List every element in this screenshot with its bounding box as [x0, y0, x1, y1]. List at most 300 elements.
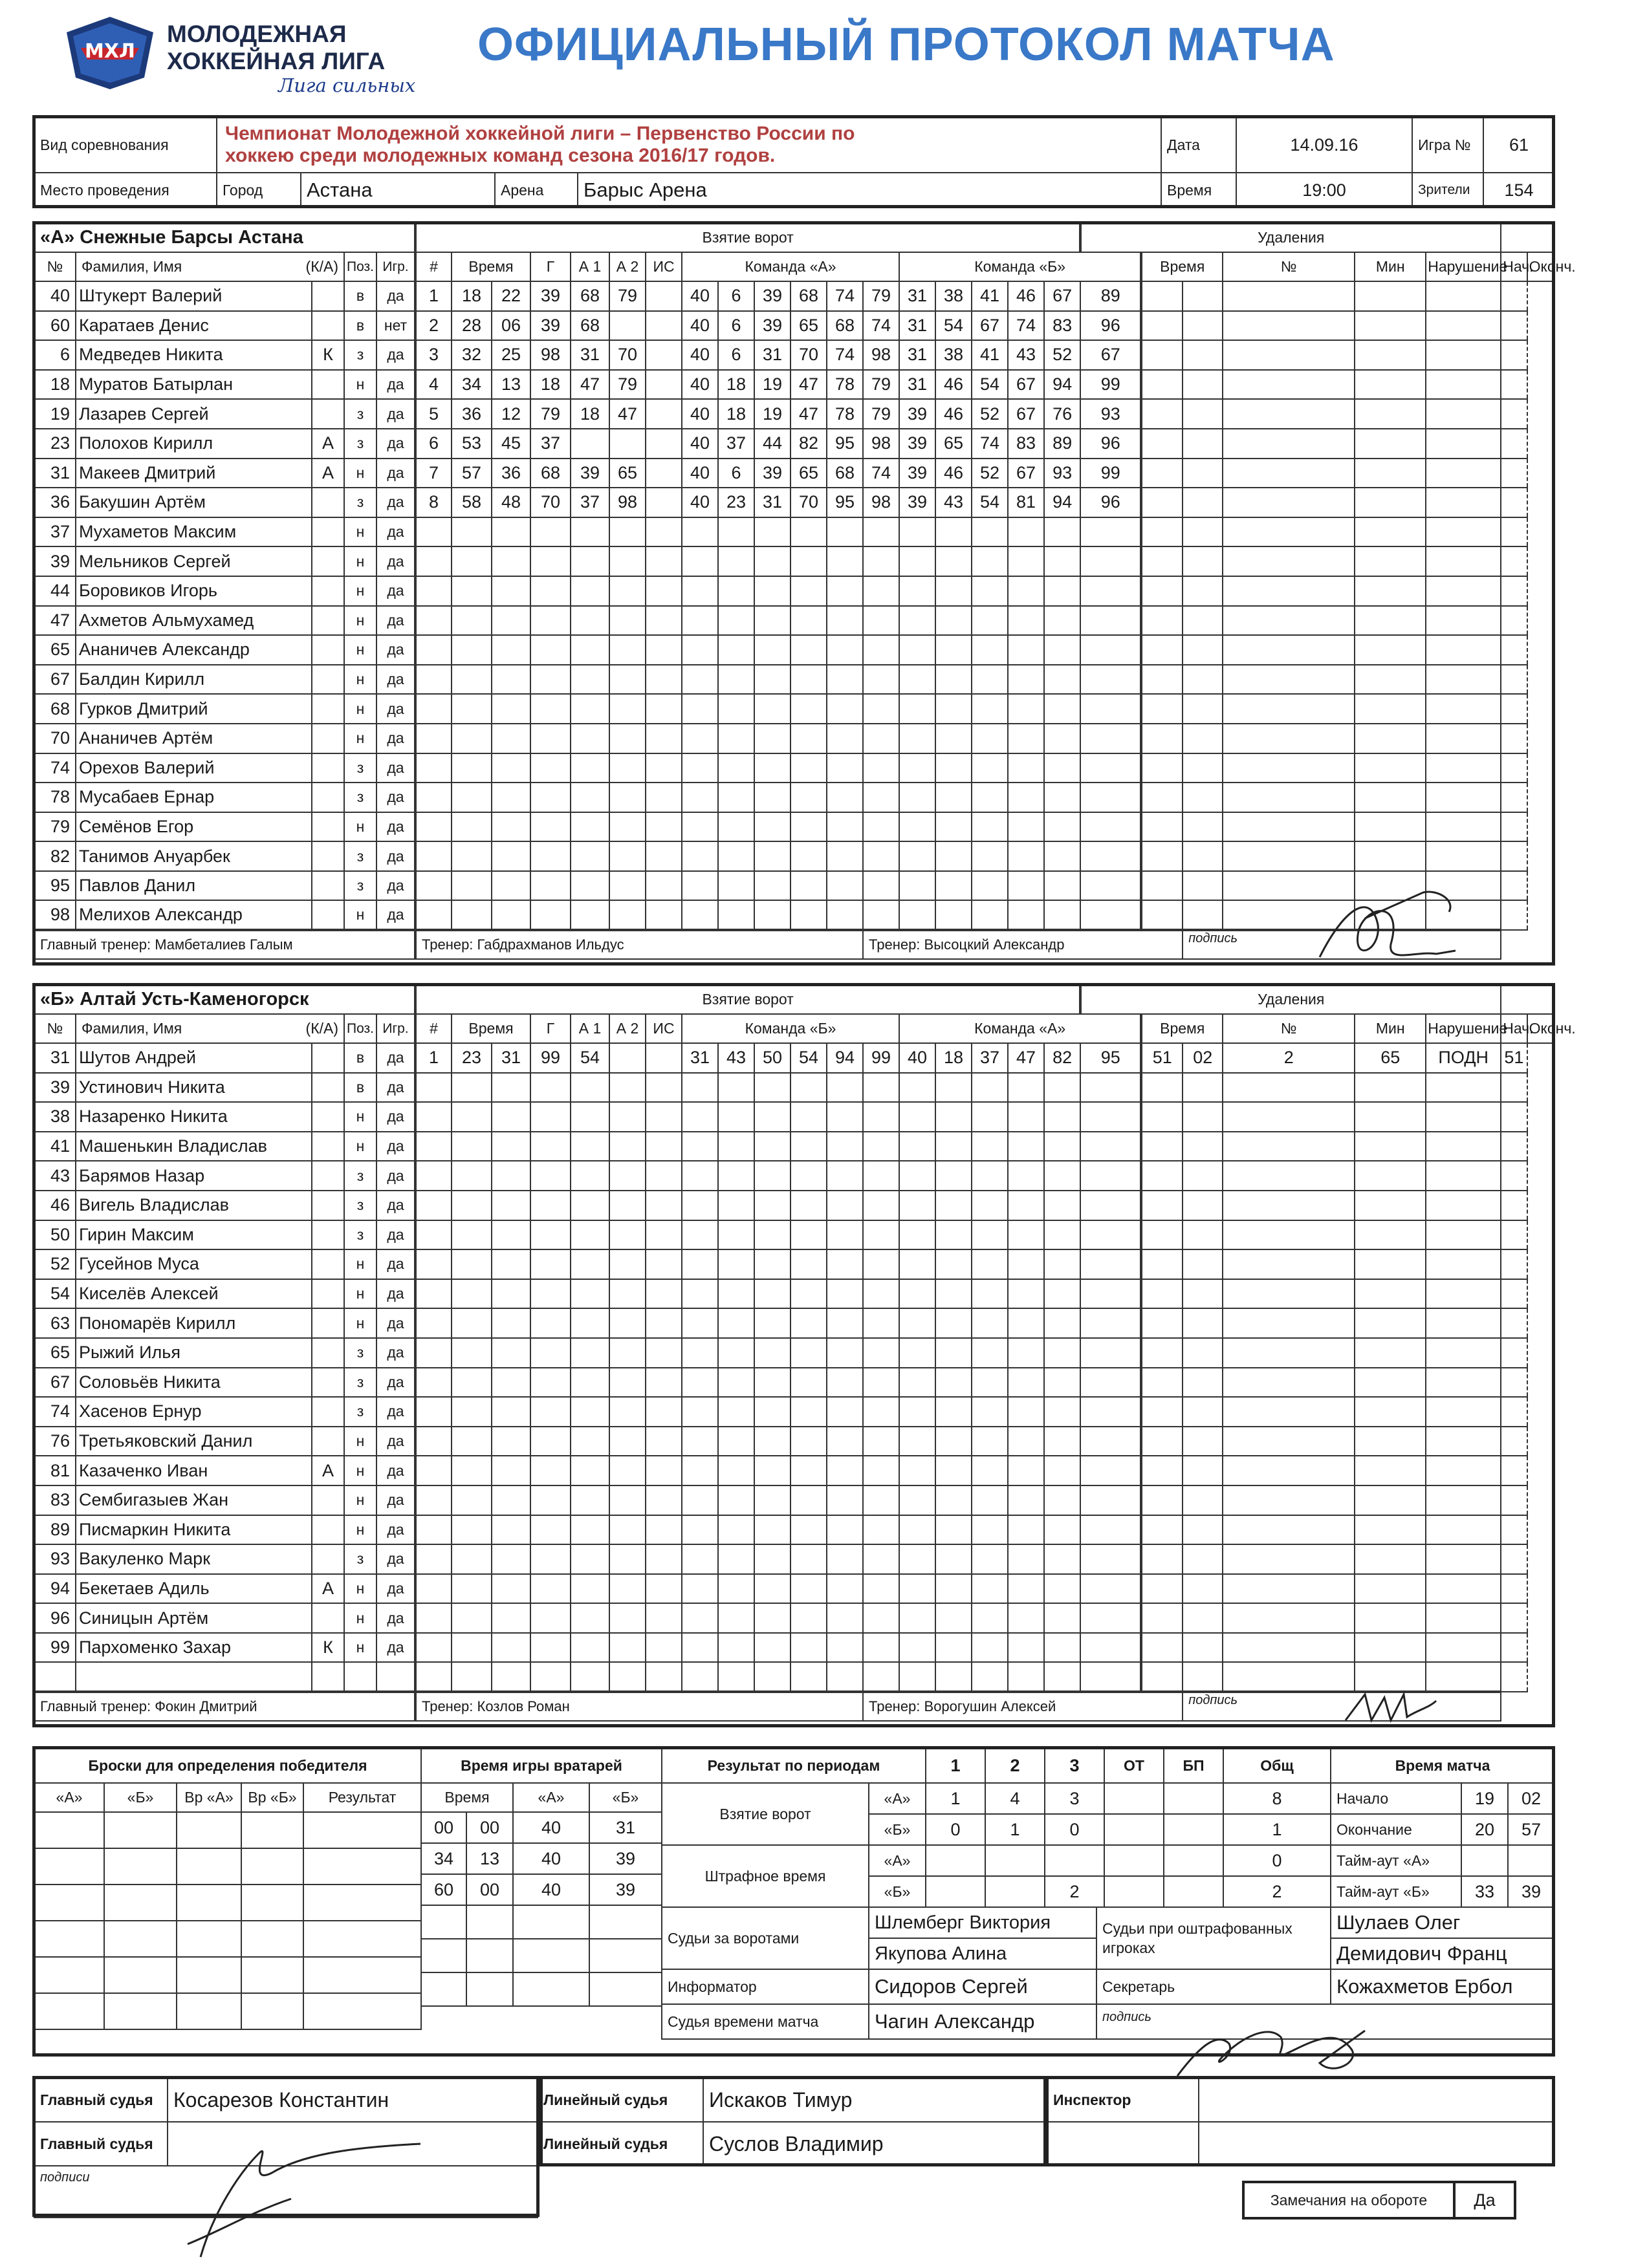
player-played: да: [376, 694, 415, 724]
player-number: 31: [34, 459, 76, 488]
player-number: 67: [34, 665, 76, 695]
match-time-table: Время матча Начало 19 02 Окончание 20 57 Тайм-аут «А» Тайм-аут «Б» 33 39: [1330, 1747, 1555, 1908]
player-played: да: [376, 1308, 415, 1338]
player-position: в: [344, 311, 376, 341]
player-number: 19: [34, 399, 76, 429]
player-name: Медведев Никита: [76, 340, 312, 370]
player-row: [34, 576, 1553, 606]
goalie-time-title: Время игры вратарей: [421, 1748, 662, 1783]
player-played: да: [376, 900, 415, 930]
player-row: 31 Макеев Дмитрий А н да 7 57 36 68 39 65 40 6 39 65 68 74 39 46 52 67 93 99: [34, 459, 1553, 488]
player-name: Ахметов Альмухамед: [76, 606, 312, 636]
player-role: [312, 1544, 344, 1574]
player-row: 36 Бакушин Артём з да 8 58 48 70 37 98 40 23 31 70 95 98 39 43 54 81 94 96: [34, 488, 1553, 517]
player-position: н: [344, 1308, 376, 1338]
player-name: Лазарев Сергей: [76, 399, 312, 429]
player-name: Вакуленко Марк: [76, 1544, 312, 1574]
player-played: да: [376, 635, 415, 665]
player-position: н: [344, 1485, 376, 1515]
player-number: 44: [34, 576, 76, 606]
player-position: з: [344, 488, 376, 517]
player-played: да: [376, 1249, 415, 1279]
player-row: [34, 1574, 1553, 1604]
player-played: да: [376, 1397, 415, 1427]
player-number: 37: [34, 517, 76, 547]
player-position: н: [344, 459, 376, 488]
player-row: [34, 1073, 1553, 1103]
match-info-table: [34, 116, 1555, 208]
player-number: 78: [34, 783, 76, 812]
comp-label: Вид соревнования: [34, 117, 217, 173]
player-role: К: [312, 340, 344, 370]
player-number: 18: [34, 370, 76, 400]
city-value: Астана: [301, 173, 495, 208]
player-role: [312, 1249, 344, 1279]
player-played: [376, 1662, 415, 1692]
player-played: да: [376, 665, 415, 695]
game-value: 61: [1483, 117, 1554, 173]
player-played: да: [376, 1338, 415, 1368]
player-role: [312, 1603, 344, 1633]
player-role: А: [312, 429, 344, 459]
player-name: Третьяковский Данил: [76, 1427, 312, 1456]
venue-label: Место проведения: [34, 173, 217, 208]
player-row: [34, 1249, 1553, 1279]
player-position: з: [344, 1368, 376, 1398]
inspector-table: Инспектор: [1047, 2077, 1555, 2166]
player-played: да: [376, 1544, 415, 1574]
player-role: [312, 576, 344, 606]
player-role: А: [312, 459, 344, 488]
head-coach: Главный тренер: Фокин Дмитрий: [34, 1692, 415, 1721]
spect-value: 154: [1483, 173, 1554, 208]
player-name: Мельников Сергей: [76, 546, 312, 576]
player-name: Киселёв Алексей: [76, 1279, 312, 1309]
player-name: Казаченко Иван: [76, 1456, 312, 1485]
player-role: [312, 694, 344, 724]
player-name: Ананичев Артём: [76, 724, 312, 753]
player-position: з: [344, 1338, 376, 1368]
player-name: Мелихов Александр: [76, 900, 312, 930]
player-row: [34, 1427, 1553, 1456]
player-played: да: [376, 281, 415, 311]
player-name: Каратаев Денис: [76, 311, 312, 341]
player-name: Назаренко Никита: [76, 1102, 312, 1132]
player-played: да: [376, 783, 415, 812]
player-position: н: [344, 900, 376, 930]
player-name: Орехов Валерий: [76, 753, 312, 783]
player-played: да: [376, 429, 415, 459]
player-position: [344, 1662, 376, 1692]
date-value: 14.09.16: [1236, 117, 1412, 173]
player-role: [312, 812, 344, 842]
remarks-table: Замечания на обороте Да: [1242, 2181, 1516, 2219]
player-name: Павлов Данил: [76, 871, 312, 901]
player-number: 23: [34, 429, 76, 459]
player-role: [312, 399, 344, 429]
player-played: да: [376, 1427, 415, 1456]
player-name: Сембигазыев Жан: [76, 1485, 312, 1515]
player-name: Мухаметов Максим: [76, 517, 312, 547]
time-label: Время: [1161, 173, 1236, 208]
player-role: [312, 900, 344, 930]
penalties-header: Удаления: [1080, 223, 1501, 252]
player-played: да: [376, 546, 415, 576]
player-role: К: [312, 1633, 344, 1663]
league-name: МОЛОДЕЖНАЯ ХОККЕЙНАЯ ЛИГА: [167, 21, 386, 74]
player-played: да: [376, 841, 415, 871]
player-role: [312, 606, 344, 636]
player-played: да: [376, 606, 415, 636]
player-position: з: [344, 871, 376, 901]
player-number: 54: [34, 1279, 76, 1309]
player-row: 6 Медведев Никита К з да 3 32 25 98 31 70 40 6 31 70 74 98 31 38 41 43 52 67: [34, 340, 1553, 370]
player-played: да: [376, 753, 415, 783]
player-played: да: [376, 340, 415, 370]
player-row: [34, 1191, 1553, 1220]
player-position: з: [344, 841, 376, 871]
team-title: «А» Снежные Барсы Астана: [34, 223, 415, 252]
mhl-logo: [61, 14, 158, 92]
player-role: [312, 724, 344, 753]
player-number: 93: [34, 1544, 76, 1574]
player-played: да: [376, 1132, 415, 1161]
player-role: [312, 1191, 344, 1220]
player-row: [34, 1102, 1553, 1132]
spect-label: Зрители: [1412, 173, 1483, 208]
player-number: 79: [34, 812, 76, 842]
player-row: [34, 783, 1553, 812]
player-number: 63: [34, 1308, 76, 1338]
penalties-header: Удаления: [1080, 985, 1501, 1014]
player-role: [312, 1102, 344, 1132]
player-position: н: [344, 370, 376, 400]
player-position: н: [344, 546, 376, 576]
player-row: 60 Каратаев Денис в нет 2 28 06 39 68 40 6 39 65 68 74 31 54 67 74 83 96: [34, 311, 1553, 341]
player-position: з: [344, 429, 376, 459]
player-row: 19 Лазарев Сергей з да 5 36 12 79 18 47 40 18 19 47 78 79 39 46 52 67 76 93: [34, 399, 1553, 429]
player-name: Пархоменко Захар: [76, 1633, 312, 1663]
player-position: н: [344, 694, 376, 724]
player-number: 46: [34, 1191, 76, 1220]
player-role: [312, 1161, 344, 1191]
player-role: [312, 546, 344, 576]
player-row: 23 Полохов Кирилл А з да 6 53 45 37 40 37 44 82 95 98 39 65 74 83 89 96: [34, 429, 1553, 459]
team-title: «Б» Алтай Усть-Каменогорск: [34, 985, 415, 1014]
player-number: 99: [34, 1633, 76, 1663]
player-number: 41: [34, 1132, 76, 1161]
player-name: Рыжий Илья: [76, 1338, 312, 1368]
player-position: н: [344, 724, 376, 753]
player-row: [34, 517, 1553, 547]
player-row: [34, 1279, 1553, 1309]
player-position: з: [344, 1191, 376, 1220]
player-row: [34, 1485, 1553, 1515]
player-row: [34, 694, 1553, 724]
player-row: 31 Шутов Андрей в да 1 23 31 99 54 31 43 50 54 94 99 40 18 37 47 82 95 51 02 2 65 ПОДН 51: [34, 1043, 1553, 1073]
player-played: да: [376, 871, 415, 901]
player-name: Мусабаев Ернар: [76, 783, 312, 812]
player-role: [312, 1397, 344, 1427]
player-position: н: [344, 517, 376, 547]
player-number: 94: [34, 1574, 76, 1604]
page-title: ОФИЦИАЛЬНЫЙ ПРОТОКОЛ МАТЧА: [477, 19, 1335, 70]
player-name: Машенькин Владислав: [76, 1132, 312, 1161]
player-name: Гурков Дмитрий: [76, 694, 312, 724]
player-name: Муратов Батырлан: [76, 370, 312, 400]
team-a-table: «А» Снежные Барсы Астана Взятие ворот Удаления № Фамилия, Имя (К/А) Поз. Игр. # Время Г А 1 А 2 ИС Команда «А» Команда «Б» Время № Мин Нарушение Нач. Оконч. 40 Штукерт Валерий в да 1 18 22 39 68 79 40 6 39 68 74 79 31 38 41 46 67 89 60 Каратаев Денис в нет 2 28 06 39 68 40 6 39 65 68 74 31 54 67 74 83 96 6 Медведев Никита К з да 3 32 25 98 31 70 40 6 31 70 74 98 31 38 41 43 52 67 18 Муратов Батырлан н да 4 34 13 18 47 79 40 18 19 47 78 79 31 46 54 67 94 99 19 Лазарев Сергей з да 5 36 12 79 18 47 40 18 19 47 78 79 39 46 52 67 76 93 23 Полохов Кирилл А з да 6 53 45 37 40 37 44 82 95 98 39 65 74 83 89 96 31 Макеев Дмитрий А н да 7 57 36 68 39 65 40 6 39 65 68 74 39 46 52 67 93 99 36 Бакушин Артём з да 8 58 48 70 37 98 40 23 31 70 95 98 39 43 54 81 94 96 37 Мухаметов Максим н да 39 Мельников Сергей н да 44 Боровиков Игорь н да 47 Ахметов Альмухамед н да 65 Ананичев Александр н да 67 Балдин Кирилл н да 68 Гурков Дмитрий н да 70 Ананичев Артём н да 74 Орехов Валерий з да 78 Мусабаев Ернар з да 79 Семёнов Егор н да 82 Танимов Ануарбек з да 95 Павлов Данил з да 98 Мелихов Александр н да Главный тренер: Мамбеталиев Галым Тренер: Габдрахманов Ильдус Тренер: Высоцкий Александр подпись: [34, 222, 1554, 960]
player-row: [34, 724, 1553, 753]
player-number: 6: [34, 340, 76, 370]
player-number: 76: [34, 1427, 76, 1456]
player-played: да: [376, 1633, 415, 1663]
shootout-title: Броски для определения победителя: [34, 1748, 421, 1783]
player-played: нет: [376, 311, 415, 341]
player-number: 31: [34, 1043, 76, 1073]
officials-table: Судьи за воротами Шлемберг Виктория Судьи при оштрафованных игроках Шулаев Олег Якупова Алина Демидович Франц Информатор Сидоров Сергей Секретарь Кожахметов Ербол Судья времени матча Чагин Александр подпись: [661, 1906, 1555, 2040]
player-role: А: [312, 1574, 344, 1604]
player-role: [312, 1279, 344, 1309]
player-played: да: [376, 370, 415, 400]
player-role: [312, 1368, 344, 1398]
periods-table: Результат по периодам 1 2 3 ОТ БП Общ Взятие ворот «А» 1 4 3 8 «Б» 0 1 0 1 Штрафное время «А» 0 «Б» 2 2: [661, 1747, 1331, 1908]
player-played: да: [376, 1161, 415, 1191]
coach-2: Тренер: Высоцкий Александр: [863, 930, 1183, 959]
player-row: [34, 1220, 1553, 1250]
head-coach: Главный тренер: Мамбеталиев Галым: [34, 930, 415, 959]
player-row: [34, 1338, 1553, 1368]
player-played: да: [376, 812, 415, 842]
player-row: [34, 1515, 1553, 1545]
player-position: в: [344, 281, 376, 311]
player-played: да: [376, 1191, 415, 1220]
player-name: Бакушин Артём: [76, 488, 312, 517]
player-name: Макеев Дмитрий: [76, 459, 312, 488]
player-position: з: [344, 340, 376, 370]
game-label: Игра №: [1412, 117, 1483, 173]
player-position: в: [344, 1043, 376, 1073]
player-row: [34, 1456, 1553, 1485]
time-value: 19:00: [1236, 173, 1412, 208]
player-role: [312, 841, 344, 871]
player-row: [34, 1308, 1553, 1338]
player-number: 83: [34, 1485, 76, 1515]
player-played: да: [376, 724, 415, 753]
player-played: да: [376, 1603, 415, 1633]
player-role: [312, 281, 344, 311]
player-role: [312, 1485, 344, 1515]
player-role: [312, 517, 344, 547]
player-row: [34, 635, 1553, 665]
player-number: 52: [34, 1249, 76, 1279]
player-name: Гусейнов Муса: [76, 1249, 312, 1279]
player-position: н: [344, 1249, 376, 1279]
player-position: з: [344, 1544, 376, 1574]
player-position: н: [344, 1515, 376, 1545]
player-name: Семёнов Егор: [76, 812, 312, 842]
player-row: [34, 1368, 1553, 1398]
player-row: [34, 1397, 1553, 1427]
player-number: 74: [34, 1397, 76, 1427]
player-played: да: [376, 517, 415, 547]
slogan: Лига сильных: [278, 74, 416, 96]
team-b-table: «Б» Алтай Усть-Каменогорск Взятие ворот Удаления № Фамилия, Имя (К/А) Поз. Игр. # Время Г А 1 А 2 ИС Команда «Б» Команда «А» Время № Мин Нарушение Нач. Оконч. 31 Шутов Андрей в да 1 23 31 99 54 31 43 50 54 94 99 40 18 37 47 82 95 51 02 2 65 ПОДН 51 39 Устинович Никита в да 38 Назаренко Никита н да 41 Машенькин Владислав н да 43 Барямов Назар з да 46 Вигель Владислав з да 50 Гирин Максим з да 52 Гусейнов Муса н да 54 Киселёв Алексей н да 63 Пономарёв Кирилл н да 65 Рыжий Илья з да 67 Соловьёв Никита з да 74 Хасенов Ернур з да 76 Третьяковский Данил н да 81 Казаченко Иван А н да 83 Сембигазыев Жан н да 89 Писмаркин Никита н да 93 Вакуленко Марк з да 94 Бекетаев Адиль А н да 96 Синицын Артём н да 99 Пархоменко Захар К н да Главный тренер: Фокин Дмитрий Тренер: Козлов Роман Тренер: Ворогушин Алексей подпись: [34, 984, 1554, 1722]
player-position: з: [344, 783, 376, 812]
player-number: 74: [34, 753, 76, 783]
player-played: да: [376, 459, 415, 488]
player-played: да: [376, 576, 415, 606]
logo-text: МХЛ: [85, 40, 135, 63]
player-name: Боровиков Игорь: [76, 576, 312, 606]
player-number: 82: [34, 841, 76, 871]
player-name: Хасенов Ернур: [76, 1397, 312, 1427]
player-position: н: [344, 1603, 376, 1633]
player-played: да: [376, 1220, 415, 1250]
player-number: 81: [34, 1456, 76, 1485]
player-name: Полохов Кирилл: [76, 429, 312, 459]
player-name: Вигель Владислав: [76, 1191, 312, 1220]
arena-value: Барыс Арена: [578, 173, 1161, 208]
date-label: Дата: [1161, 117, 1236, 173]
shootout-table: Броски для определения победителя «А» «Б» Вр «А» Вр «Б» Результат: [34, 1747, 422, 2030]
player-played: да: [376, 1102, 415, 1132]
player-number: 38: [34, 1102, 76, 1132]
player-row: [34, 1603, 1553, 1633]
coach-1: Тренер: Габдрахманов Ильдус: [415, 930, 863, 959]
player-number: [34, 1662, 76, 1692]
player-row: [34, 606, 1553, 636]
player-played: да: [376, 399, 415, 429]
player-number: 95: [34, 871, 76, 901]
player-number: 39: [34, 546, 76, 576]
player-number: 36: [34, 488, 76, 517]
player-played: да: [376, 1456, 415, 1485]
player-position: н: [344, 576, 376, 606]
player-name: Штукерт Валерий: [76, 281, 312, 311]
goals-header: Взятие ворот: [415, 985, 1080, 1014]
coach-1: Тренер: Козлов Роман: [415, 1692, 863, 1721]
player-role: [312, 488, 344, 517]
player-name: Устинович Никита: [76, 1073, 312, 1103]
player-name: Писмаркин Никита: [76, 1515, 312, 1545]
player-position: н: [344, 1633, 376, 1663]
player-number: 65: [34, 635, 76, 665]
player-position: в: [344, 1073, 376, 1103]
comp-value: Чемпионат Молодежной хоккейной лиги – Первенство России по хоккею среди молодежных команд сезона 2016/17 годов.: [225, 123, 855, 166]
player-position: н: [344, 1456, 376, 1485]
goalie-time-table: Время игры вратарей Время «А» «Б» 00 00 40 31 34 13 40 39 60 00 40 39: [420, 1747, 662, 2007]
player-number: 70: [34, 724, 76, 753]
player-row: [34, 546, 1553, 576]
player-name: Бекетаев Адиль: [76, 1574, 312, 1604]
player-row: [34, 841, 1553, 871]
player-position: н: [344, 635, 376, 665]
player-played: да: [376, 1515, 415, 1545]
player-role: [312, 1427, 344, 1456]
player-position: н: [344, 1132, 376, 1161]
player-name: Синицын Артём: [76, 1603, 312, 1633]
player-row: [34, 665, 1553, 695]
player-played: да: [376, 1485, 415, 1515]
player-position: з: [344, 399, 376, 429]
city-label: Город: [217, 173, 301, 208]
arena-label: Арена: [495, 173, 578, 208]
coach-2: Тренер: Ворогушин Алексей: [863, 1692, 1183, 1721]
player-played: да: [376, 1043, 415, 1073]
goalie-time-row: 60 00 40 39: [421, 1874, 662, 1905]
player-row: [34, 871, 1553, 901]
player-role: [312, 311, 344, 341]
player-row: [34, 1662, 1553, 1692]
player-row: 18 Муратов Батырлан н да 4 34 13 18 47 79 40 18 19 47 78 79 31 46 54 67 94 99: [34, 370, 1553, 400]
player-row: [34, 1161, 1553, 1191]
player-name: Шутов Андрей: [76, 1043, 312, 1073]
player-role: [312, 1132, 344, 1161]
player-position: з: [344, 1397, 376, 1427]
player-row: [34, 753, 1553, 783]
player-position: з: [344, 1220, 376, 1250]
player-row: [34, 900, 1553, 930]
player-number: 68: [34, 694, 76, 724]
player-played: да: [376, 1073, 415, 1103]
player-position: н: [344, 1102, 376, 1132]
player-row: 40 Штукерт Валерий в да 1 18 22 39 68 79 40 6 39 68 74 79 31 38 41 46 67 89: [34, 281, 1553, 311]
player-position: н: [344, 812, 376, 842]
referees-table: Главный судья Косарезов Константин Линейный судья Искаков Тимур Главный судья Линейный судья Суслов Владимир подписи: [34, 2077, 1048, 2218]
player-position: н: [344, 1574, 376, 1604]
player-number: 89: [34, 1515, 76, 1545]
player-role: [312, 1043, 344, 1073]
player-role: [312, 1515, 344, 1545]
player-role: [312, 1073, 344, 1103]
player-number: 50: [34, 1220, 76, 1250]
player-name: Барямов Назар: [76, 1161, 312, 1191]
player-name: Ананичев Александр: [76, 635, 312, 665]
player-role: [312, 1662, 344, 1692]
player-role: [312, 1220, 344, 1250]
player-row: [34, 1544, 1553, 1574]
player-played: да: [376, 1368, 415, 1398]
player-role: [312, 753, 344, 783]
player-position: н: [344, 1427, 376, 1456]
player-number: 43: [34, 1161, 76, 1191]
player-number: 39: [34, 1073, 76, 1103]
player-name: Пономарёв Кирилл: [76, 1308, 312, 1338]
player-role: [312, 665, 344, 695]
player-played: да: [376, 1574, 415, 1604]
player-number: 98: [34, 900, 76, 930]
player-position: з: [344, 1161, 376, 1191]
player-number: 65: [34, 1338, 76, 1368]
goalie-time-row: 34 13 40 39: [421, 1843, 662, 1874]
player-role: [312, 635, 344, 665]
player-name: Гирин Максим: [76, 1220, 312, 1250]
player-role: [312, 1308, 344, 1338]
player-position: н: [344, 1279, 376, 1309]
player-role: [312, 1338, 344, 1368]
player-played: да: [376, 488, 415, 517]
player-position: з: [344, 753, 376, 783]
player-role: [312, 871, 344, 901]
player-role: [312, 370, 344, 400]
player-role: [312, 783, 344, 812]
goals-header: Взятие ворот: [415, 223, 1080, 252]
player-row: [34, 812, 1553, 842]
player-number: 47: [34, 606, 76, 636]
player-name: [76, 1662, 312, 1692]
player-number: 40: [34, 281, 76, 311]
player-number: 60: [34, 311, 76, 341]
